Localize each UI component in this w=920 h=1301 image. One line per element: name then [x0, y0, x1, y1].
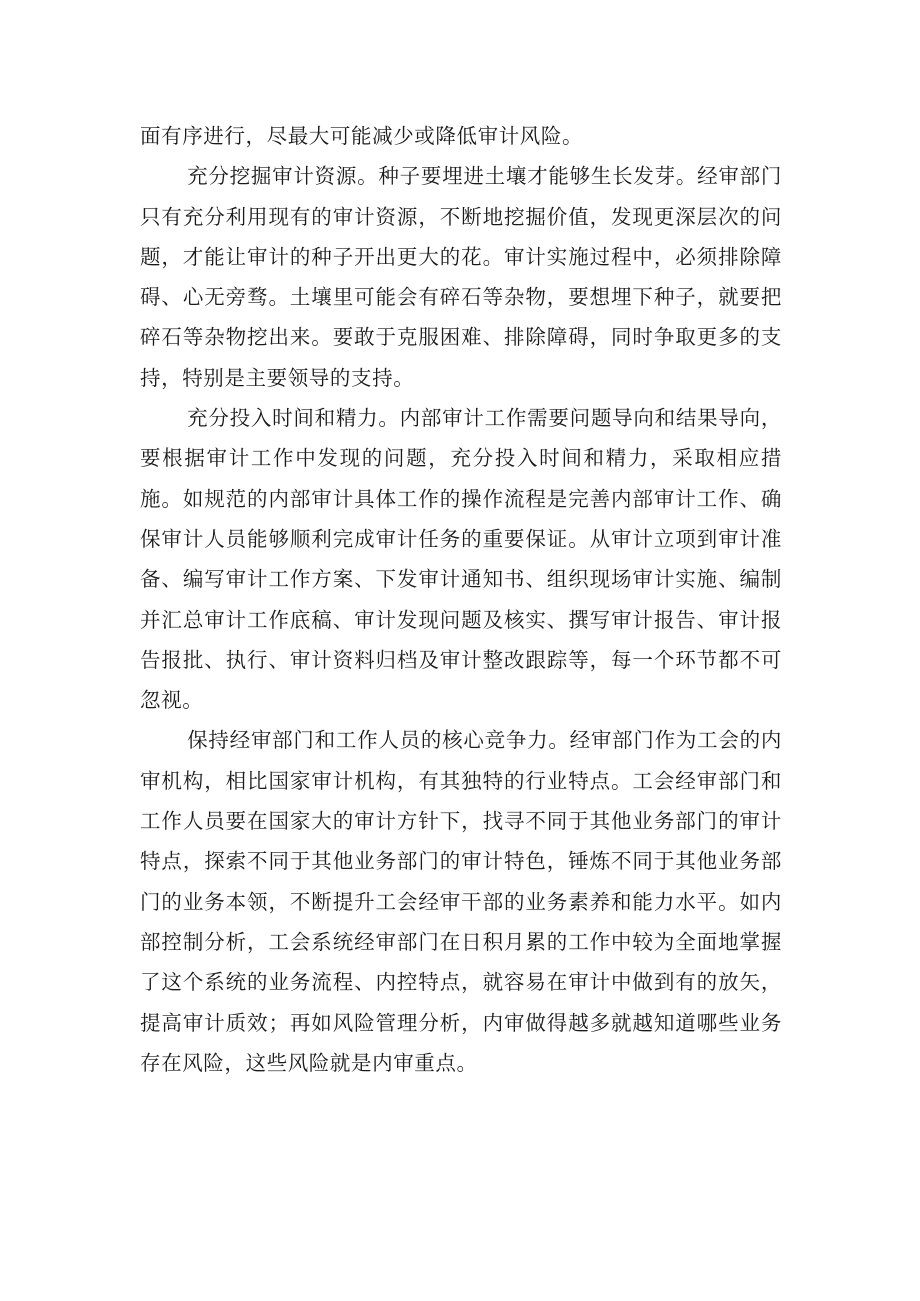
- paragraph-core-competitiveness: 保持经审部门和工作人员的核心竞争力。经审部门作为工会的内审机构，相比国家审计机构，有其独特的行业特点。工会经审部门和工作人员要在国家大的审计方针下，找寻不同于其他业务部门的审计特点，探索不同于其他业务部门的审计特色，锤炼不同于其他业务部门的业务本领，不断提升工会经审干部的业务素养和能力水平。如内部控制分析，工会系统经审部门在日积月累的工作中较为全面地掌握了这个系统的业务流程、内控特点，就容易在审计中做到有的放矢，提高审计质效；再如风险管理分析，内审做得越多就越知道哪些业务存在风险，这些风险就是内审重点。: [140, 728, 782, 1075]
- document-body: [140, 116, 782, 1083]
- paragraph-time-and-effort: 充分投入时间和精力。内部审计工作需要问题导向和结果导向，要根据审计工作中发现的问题，充分投入时间和精力，采取相应措施。如规范的内部审计具体工作的操作流程是完善内部审计工作、确保审计人员能够顺利完成审计任务的重要保证。从审计立项到审计准备、编写审计工作方案、下发审计通知书、组织现场审计实施、编制并汇总审计工作底稿、审计发现问题及核实、撰写审计报告、审计报告报批、执行、审计资料归档及审计整改跟踪等，每一个环节都不可忽视。: [140, 406, 782, 713]
- paragraph-continuation: 面有序进行，尽最大可能减少或降低审计风险。: [140, 124, 584, 148]
- paragraph-audit-resources: 充分挖掘审计资源。种子要埋进土壤才能够生长发芽。经审部门只有充分利用现有的审计资源，不断地挖掘价值，发现更深层次的问题，才能让审计的种子开出更大的花。审计实施过程中，必须排除障碍、心无旁骛。土壤里可能会有碎石等杂物，要想埋下种子，就要把碎石等杂物挖出来。要敢于克服困难、排除障碍，同时争取更多的支持，特别是主要领导的支持。: [140, 164, 782, 390]
